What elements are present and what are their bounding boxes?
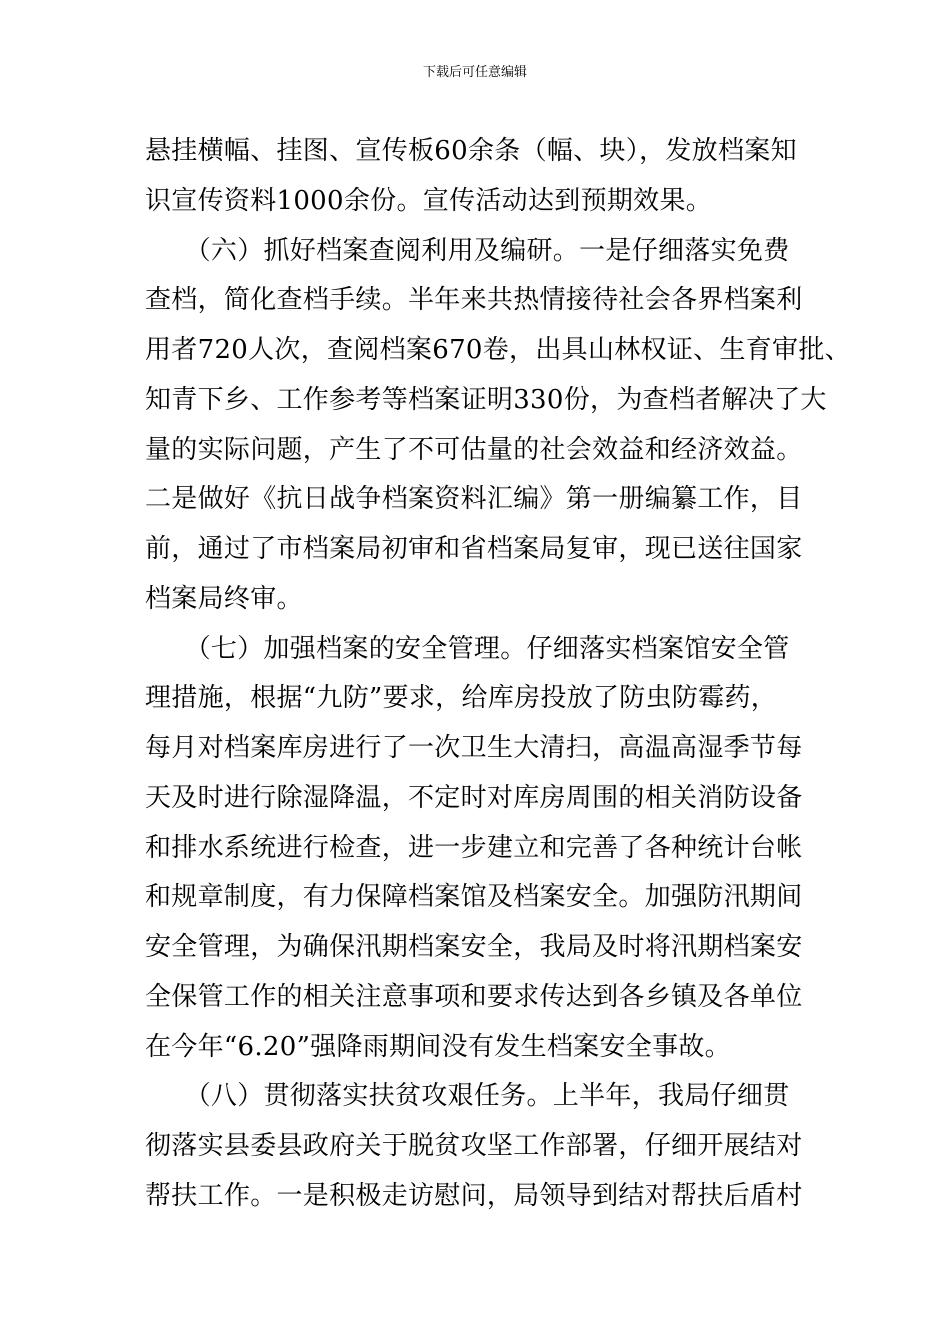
text-line: 用者720人次，查阅档案670卷，出具山林权证、生育审批、 [145,335,851,365]
text-line: 悬挂横幅、挂图、宣传板60余条（幅、块），发放档案知 [145,136,797,166]
text-line: 安全管理，为确保汛期档案安全，我局及时将汛期档案安 [145,932,803,962]
text-line: 天及时进行除湿降温，不定时对库房周围的相关消防设备 [145,782,803,813]
text-line: 知青下乡、工作参考等档案证明330份，为查档者解决了大 [145,384,827,415]
text-line: 和排水系统进行检查，进一步建立和完善了各种统计台帐 [145,832,803,863]
text-line: 理措施，根据“九防”要求，给库房投放了防虫防霉药， [145,683,778,714]
text-line: 前，通过了市档案局初审和省档案局复审，现已送往国家 [145,534,803,564]
text-line: 帮扶工作。一是积极走访慰问，局领导到结对帮扶后盾村 [145,1180,803,1211]
text-line: （六）抓好档案查阅利用及编研。一是仔细落实免费 [145,235,790,266]
page-header: 下载后可任意编辑 [422,65,527,80]
text-line: 档案局终审。 [145,583,303,614]
text-line: 全保管工作的相关注意事项和要求传达到各乡镇及各单位 [145,981,803,1012]
document-body [145,127,851,1222]
text-line: 识宣传资料1000余份。宣传活动达到预期效果。 [145,185,713,216]
text-line: （八）贯彻落实扶贫攻艰任务。上半年，我局仔细贯 [145,1081,790,1112]
text-line: 量的实际问题，产生了不可估量的社会效益和经济效益。 [145,434,803,465]
text-line: 彻落实县委县政府关于脱贫攻坚工作部署，仔细开展结对 [145,1131,803,1161]
text-line: 二是做好《抗日战争档案资料汇编》第一册编纂工作，目 [145,484,803,515]
text-line: 查档，简化查档手续。半年来共热情接待社会各界档案利 [145,285,803,316]
text-line: 每月对档案库房进行了一次卫生大清扫，高温高湿季节每 [145,733,803,763]
text-line: （七）加强档案的安全管理。仔细落实档案馆安全管 [145,633,790,664]
text-line: 在今年“6.20”强降雨期间没有发生档案安全事故。 [145,1031,731,1062]
text-line: 和规章制度，有力保障档案馆及档案安全。加强防汛期间 [145,882,803,913]
